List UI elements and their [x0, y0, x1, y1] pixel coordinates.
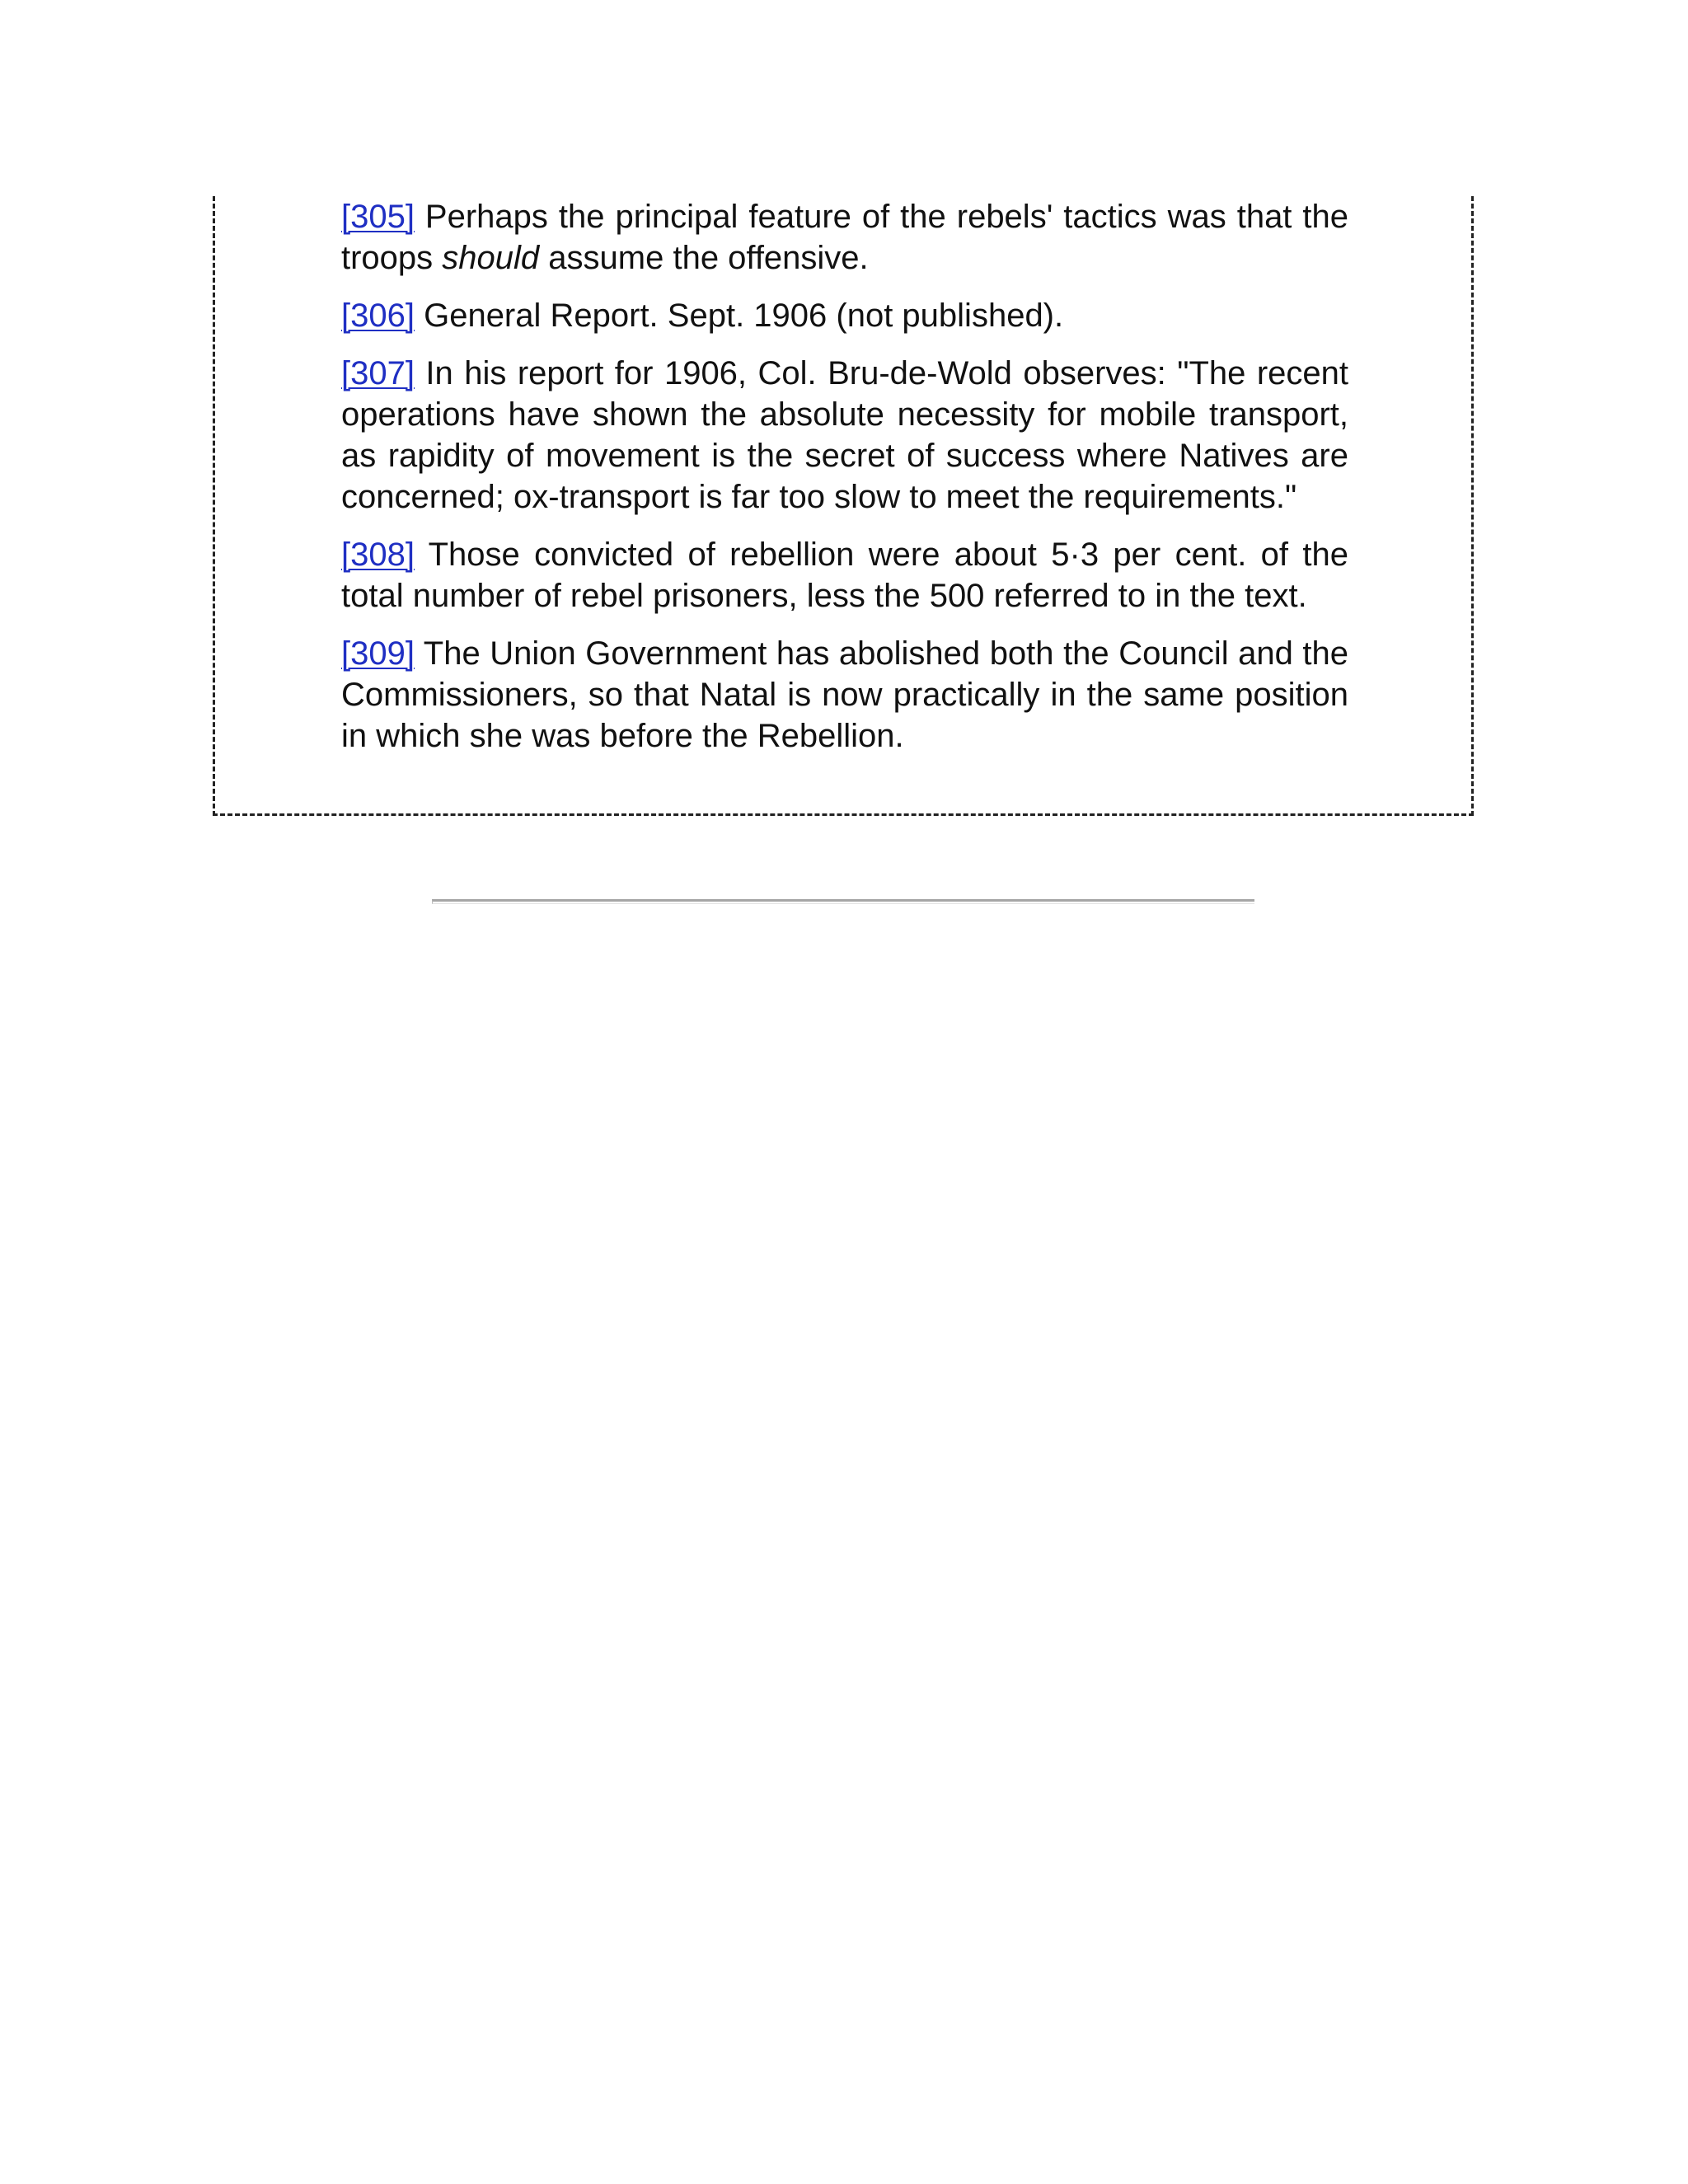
footnote-text: assume the offensive.	[539, 240, 869, 276]
footnote-text: Perhaps the principal feature of the rebels' tactics was that the troops	[341, 199, 1348, 276]
footnote-ref-305[interactable]: [305]	[341, 199, 415, 235]
footnote-ref-307[interactable]: [307]	[341, 355, 415, 391]
footnote-text: The Union Government has abolished both the Council and the Commissioners, so that Natal is now practically in the same position in which she was before the Rebellion.	[341, 635, 1348, 754]
footnote-307	[341, 353, 1348, 518]
footnotes-box	[213, 196, 1474, 816]
footnote-ref-309[interactable]: [309]	[341, 635, 415, 672]
footnote-ref-306[interactable]: [306]	[341, 298, 415, 334]
horizontal-rule	[432, 899, 1254, 904]
footnote-306	[341, 295, 1348, 336]
footnote-ref-308[interactable]: [308]	[341, 537, 415, 573]
footnote-309	[341, 633, 1348, 757]
footnote-emphasis: should	[442, 240, 540, 276]
footnotes-list	[341, 196, 1348, 757]
footnote-text: Those convicted of rebellion were about 5·3 per cent. of the total number of rebel prisoners, less the 500 referred to in the text.	[341, 537, 1348, 614]
footnote-305	[341, 196, 1348, 279]
footnote-text: General Report. Sept. 1906 (not published).	[414, 298, 1064, 334]
footnote-text: In his report for 1906, Col. Bru-de-Wold observes: "The recent operations have shown the absolute necessity for mobile transport, as rapidity of movement is the secret of success where Natives are concerned; ox-transport is far too slow to meet the requirements."	[341, 355, 1348, 515]
footnote-308	[341, 534, 1348, 616]
